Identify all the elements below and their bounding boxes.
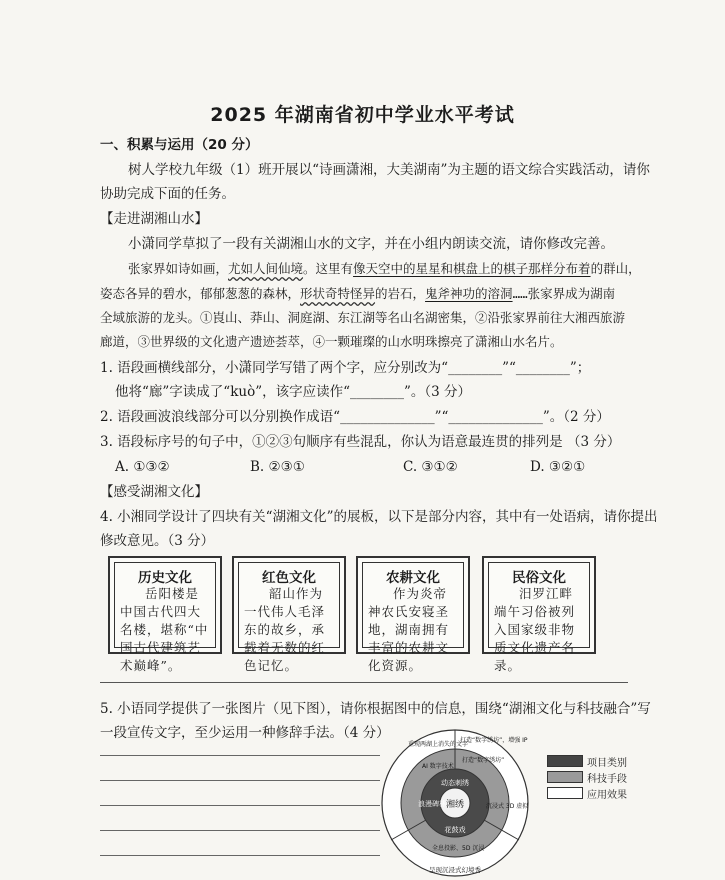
option-c: C. ③①② [403, 459, 458, 475]
section-heading: 一、积累与运用（20 分） [100, 137, 259, 153]
answer-line-q5[interactable] [100, 830, 380, 831]
legend-label: 科技手段 [587, 774, 627, 785]
board-history [108, 556, 222, 673]
question-3: 3. 语段标序号的句子中，①②③句顺序有些混乱，你认为语意最连贯的排列是 （3 分） [100, 434, 621, 450]
culture-tech-diagram [380, 728, 530, 878]
part1-heading: 【走进湖湘山水】 [100, 211, 208, 227]
part2-heading: 【感受湖湘文化】 [100, 484, 208, 500]
legend-swatch-effect [547, 787, 583, 799]
inner-label: 动态刺绣 [441, 779, 469, 787]
passage-line-3: 全域旅游的龙头。①崀山、莽山、洞庭湖、东江湖等名山名湖密集，②沿张家界前往大湘西旅游 [100, 310, 626, 325]
answer-line-q5[interactable] [100, 805, 380, 806]
question-5-line-1: 5. 小语同学提供了一张图片（见下图），请你根据图中的信息，围绕“湖湘文化与科技融合”写 [100, 701, 651, 717]
legend-swatch-tech [547, 771, 583, 783]
option-a: A. ①③② [115, 459, 170, 475]
intro-line-1: 树人学校九年级（1）班开展以“诗画潇湘，大美湖南”为主题的语文综合实践活动，请你 [128, 162, 650, 178]
question-2: 2. 语段画波浪线部分可以分别换作成语“______________”“______________”。（2 分） [100, 409, 610, 425]
answer-line-q4[interactable] [100, 682, 628, 683]
center-label: 湘绣 [445, 800, 465, 810]
board-title: 民俗文化 [512, 570, 566, 586]
answer-line-q5[interactable] [100, 755, 380, 756]
board-title: 农耕文化 [386, 570, 440, 586]
question-1-line-2: 他将“廊”字读成了“kuò”，该字应读作“________”。（3 分） [115, 384, 472, 400]
middle-label: AI 数字技术 [422, 763, 454, 770]
board-folk [482, 556, 596, 673]
board-title: 历史文化 [138, 570, 192, 586]
question-4-line-1: 4. 小湘同学设计了四块有关“湖湘文化”的展板，以下是部分内容，其中有一处语病，请你提出 [100, 509, 658, 525]
middle-label: 全息投影、5D 沉浸 [432, 845, 485, 852]
answer-line-q5[interactable] [100, 780, 380, 781]
board-body: 岳阳楼是中国古代四大名楼，堪称“中国古代建筑艺术巅峰”。 [120, 586, 209, 673]
question-4-line-2: 修改意见。（3 分） [100, 533, 215, 549]
inner-label: 浪漫碑林 [418, 800, 446, 808]
legend-swatch-project [547, 755, 583, 767]
intro-line-2: 协助完成下面的任务。 [100, 186, 235, 202]
part1-intro: 小潇同学草拟了一段有关湖湘山水的文字，并在小组内朗读交流，请你修改完善。 [128, 236, 614, 252]
board-farming [356, 556, 470, 673]
question-1-line-1: 1. 语段画横线部分，小潇同学写错了两个字，应分别改为“________”“________”； [100, 360, 591, 376]
board-body: 汨罗江畔端午习俗被列入国家级非物质文化遗产名录。 [494, 586, 576, 673]
option-d: D. ③②① [530, 459, 586, 475]
page-title: 2025 年湖南省初中学业水平考试 [210, 104, 515, 126]
option-b: B. ②③① [250, 459, 305, 475]
passage-line-1: 张家界如诗如画，尤如人间仙境。这里有像天空中的星星和棋盘上的棋子那样分布着的群山， [128, 261, 641, 276]
board-body: 韶山作为一代伟人毛泽东的故乡，承载着无数的红色记忆。 [244, 586, 326, 673]
middle-label: 沉浸式 3D 虚拟 [486, 803, 529, 810]
board-title: 红色文化 [262, 570, 316, 586]
answer-line-q5[interactable] [100, 855, 380, 856]
legend-label: 应用效果 [587, 790, 627, 801]
passage-line-4: 廊道，③世界级的文化遗产遗迹荟萃，④一颗璀璨的山水明珠擦亮了潇湘山水名片。 [100, 334, 563, 349]
passage-line-2: 姿态各异的碧水，郁郁葱葱的森林，形状奇特怪异的岩石，鬼斧神功的溶洞……张家界成为湖南 [100, 286, 616, 301]
board-body: 作为炎帝神农氏安寝圣地，湖南拥有丰富的农耕文化资源。 [368, 586, 450, 673]
outer-label: 打造“数字绣坊”，增强 IP [460, 737, 528, 744]
inner-label: 花鼓戏 [444, 826, 466, 834]
outer-label: 重现两湖上消失的文字 [408, 741, 469, 748]
legend-label: 项目类别 [587, 758, 627, 769]
question-5-line-2: 一段宣传文字，至少运用一种修辞手法。（4 分） [100, 725, 390, 741]
outer-label: 呈现沉浸式幻境秀 [429, 866, 481, 874]
board-red [232, 556, 346, 673]
middle-label: 打造“数字绣坊” [462, 757, 505, 764]
